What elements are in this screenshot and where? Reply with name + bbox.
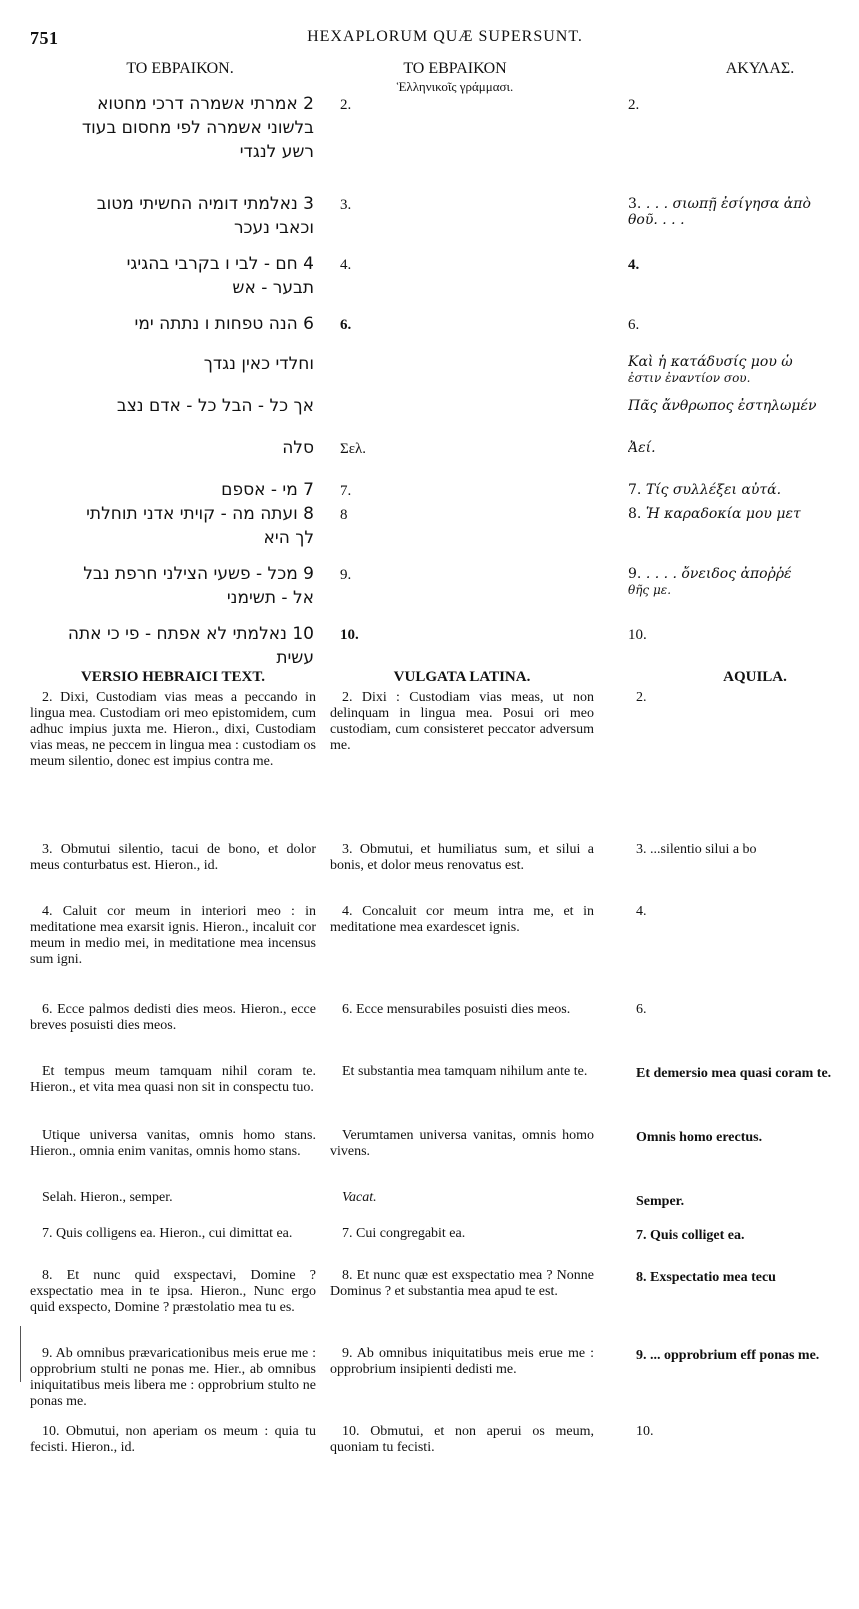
translit-verse-4: 4. <box>340 257 352 273</box>
aquila-greek-line: θοῦ. . . . <box>628 212 685 228</box>
latin-hebrew-verse-2: 2. Dixi, Custodiam vias meas a peccando in lingua mea. Custodiam ori meo epistomidem, cum adhuc impius juxta me. Hieron., dixi, Custodiam vias meas, ne peccem in lingua mea : custodiam os meum silentio, donec est impius contra me. <box>30 690 316 769</box>
aquila-greek-verse-8 <box>628 506 859 522</box>
hebrew-verse-6b <box>24 352 314 376</box>
hebrew-verse-2 <box>24 92 314 164</box>
header-versio-hebraici: VERSIO HEBRAICI TEXT. <box>80 669 266 685</box>
latin-vulgate-verse-7: 7. Cui congregabit ea. <box>342 1226 466 1241</box>
latin-aquila-verse-6c: Omnis homo erectus. <box>636 1130 763 1145</box>
hebrew-verse-10 <box>24 622 314 670</box>
hebrew-line: אמרתי אשמרה דרכי מחטוא <box>97 94 298 114</box>
hebrew-line: מכל - פשעי הצילני חרפת נבל <box>83 564 298 584</box>
latin-vulgate-verse-6b: Et substantia mea tamquam nihilum ante te. <box>342 1064 588 1079</box>
translit-verse-10: 10. <box>340 627 359 643</box>
translit-verse-7: 7. <box>340 483 352 499</box>
hebrew-line: וכאבי נעכר <box>233 218 314 238</box>
latin-aquila-verse-9: 9. ... opprobrium eff ponas me. <box>636 1348 820 1363</box>
translit-verse-9: 9. <box>340 567 352 583</box>
hebrew-line: בלשוני אשמרה לפי מחסום בעוד <box>81 118 314 138</box>
latin-hebrew-verse-3: 3. Obmutui silentio, tacui de bono, et dolor meus conturbatus est. Hieron., id. <box>30 842 316 873</box>
latin-vulgate-verse-2: 2. Dixi : Custodiam vias meas, ut non delinquam in lingua mea. Posui ori meo custodiam, cum consisteret peccator adversum me. <box>330 690 594 753</box>
hebrew-verse-number: 2 <box>303 94 314 114</box>
aquila-greek-verse-4: 4. <box>628 257 640 273</box>
hebrew-line: מי - אספם <box>221 480 298 500</box>
aquila-greek-number: 7. <box>628 482 642 498</box>
latin-hebrew-verse-9: 9. Ab omnibus prævaricationibus meis erue me : opprobrium stulti ne ponas me. Hier., ab omnibus iniquitatibus meis libera me : opprobrium stulto ne ponas me. <box>30 1346 316 1409</box>
hebrew-verse-number: 9 <box>303 564 314 584</box>
hebrew-verse-number: 7 <box>303 480 314 500</box>
hebrew-line: ועתה מה - קויתי אדני תוחלתי <box>86 504 298 524</box>
latin-hebrew-verse-4: 4. Caluit cor meum in interiori meo : in meditatione mea exarsit ignis. Hieron., incaluit cor meum in medio mei, in meditatione mea incensus sum igni. <box>30 904 316 967</box>
header-transliterated-sub: Ἑλληνικοῖς γράμμασι. <box>396 79 514 94</box>
aquila-greek-line: Τίς συλλέξει αὐτά. <box>645 482 782 498</box>
hebrew-line: אך כל - הבל כל - אדם נצב <box>116 396 314 416</box>
aquila-greek-verse-3 <box>628 196 859 228</box>
latin-hebrew-verse-7: 7. Quis colligens ea. Hieron., cui dimittat ea. <box>42 1226 293 1241</box>
hebrew-line: חם - לבי ו בקרבי בהגיגי <box>126 254 298 274</box>
aquila-greek-number: 8. <box>628 506 642 522</box>
latin-hebrew-verse-6: 6. Ecce palmos dedisti dies meos. Hieron., ecce breves posuisti dies meos. <box>30 1002 316 1033</box>
aquila-greek-verse-6c <box>628 398 859 414</box>
header-hebrew-text: ΤΟ ΕΒΡΑΙΚΟΝ. <box>126 60 234 77</box>
aquila-greek-line: θῆς με. <box>628 583 672 597</box>
running-title: HEXAPLORUM QUÆ SUPERSUNT. <box>307 28 583 45</box>
header-aquila-latin: AQUILA. <box>723 669 787 685</box>
hebrew-line: סלה <box>282 438 314 458</box>
aquila-greek-verse-9 <box>628 566 859 598</box>
translit-verse-3: 3. <box>340 197 352 213</box>
translit-verse-2: 2. <box>340 97 352 113</box>
aquila-greek-verse-6: 6. <box>628 317 640 333</box>
translit-selah: Σελ. <box>340 441 367 457</box>
aquila-greek-line: Πᾶς ἄνθρωπος ἐστηλωμέν <box>628 398 817 414</box>
aquila-greek-number: 9. <box>628 566 642 582</box>
margin-mark <box>20 1326 21 1382</box>
hebrew-verse-number: 10 <box>292 624 314 644</box>
latin-vulgate-verse-3: 3. Obmutui, et humiliatus sum, et silui a bonis, et dolor meus renovatus est. <box>330 842 594 873</box>
latin-vulgate-verse-6c: Verumtamen universa vanitas, omnis homo vivens. <box>330 1128 594 1159</box>
page-number: 751 <box>30 28 59 48</box>
latin-aquila-verse-4: 4. <box>636 904 647 919</box>
aquila-greek-verse-7 <box>628 482 859 498</box>
hebrew-line: נאלמתי דומיה החשיתי מטוב <box>96 194 298 214</box>
latin-aquila-verse-7: 7. Quis colliget ea. <box>636 1228 745 1243</box>
hebrew-line: וחלדי כאין נגדך <box>203 354 314 374</box>
aquila-greek-line: ἐστιν ἐναντίον σου. <box>628 371 751 385</box>
latin-hebrew-verse-6c: Utique universa vanitas, omnis homo stans. Hieron., omnia enim vanitas, omnis homo stans. <box>30 1128 316 1159</box>
aquila-greek-verse-6b <box>628 354 859 386</box>
latin-vulgate-verse-4: 4. Concaluit cor meum intra me, et in meditatione mea exardescet ignis. <box>330 904 594 935</box>
hebrew-line: אל - תשימני <box>226 588 314 608</box>
hebrew-verse-3 <box>24 192 314 240</box>
hebrew-line: רשע לנגדי <box>239 142 314 162</box>
hebrew-line: עשית <box>276 648 314 668</box>
latin-vulgate-selah: Vacat. <box>342 1190 377 1205</box>
latin-vulgate-verse-9: 9. Ab omnibus iniquitatibus meis erue me : opprobrium insipienti dedisti me. <box>330 1346 594 1377</box>
aquila-greek-line: . . . . ὄνειδος ἀποῤῥέ <box>645 566 792 582</box>
header-aquila-greek: ΑΚΥΛΑΣ. <box>725 60 795 77</box>
latin-aquila-verse-8: 8. Exspectatio mea tecu <box>636 1270 776 1285</box>
header-transliterated-title: ΤΟ ΕΒΡΑΙΚΟΝ <box>403 60 507 77</box>
aquila-greek-verse-2: 2. <box>628 97 640 113</box>
hebrew-verse-number: 6 <box>303 314 314 334</box>
hebrew-verse-6c <box>24 394 314 418</box>
aquila-greek-line: Ἡ καραδοκία μου μετ <box>645 506 801 522</box>
translit-verse-6: 6. <box>340 317 352 333</box>
header-vulgata: VULGATA LATINA. <box>393 669 531 685</box>
latin-hebrew-verse-10: 10. Obmutui, non aperiam os meum : quia tu fecisti. Hieron., id. <box>30 1424 316 1455</box>
latin-aquila-selah: Semper. <box>636 1194 685 1209</box>
aquila-greek-verse-10: 10. <box>628 627 647 643</box>
header-transliterated <box>340 60 570 96</box>
latin-aquila-verse-6: 6. <box>636 1002 647 1017</box>
latin-hebrew-selah: Selah. Hieron., semper. <box>42 1190 173 1205</box>
latin-aquila-verse-3: 3. ...silentio silui a bo <box>636 842 757 857</box>
latin-hebrew-verse-8: 8. Et nunc quid exspectavi, Domine ? exspectatio mea in te ipsa. Hieron., Nunc ergo quid exspecto, Domine ? præstolatio mea tu es. <box>30 1268 316 1315</box>
hebrew-verse-8 <box>24 502 314 550</box>
hebrew-verse-9 <box>24 562 314 610</box>
aquila-greek-line: Ἀεί. <box>628 440 656 456</box>
latin-aquila-verse-6b: Et demersio mea quasi coram te. <box>636 1066 832 1081</box>
aquila-greek-line: Καὶ ἡ κατάδυσίς μου ὡ <box>628 354 793 370</box>
hebrew-verse-number: 4 <box>303 254 314 274</box>
hebrew-verse-7 <box>24 478 314 502</box>
latin-vulgate-verse-10: 10. Obmutui, et non aperui os meum, quoniam tu fecisti. <box>330 1424 594 1455</box>
hebrew-verse-number: 8 <box>303 504 314 524</box>
aquila-greek-line: . . . σιωπῇ ἐσίγησα ἀπὸ <box>645 196 811 212</box>
hebrew-line: הנה טפחות ו נתתה ימי <box>134 314 298 334</box>
hebrew-verse-number: 3 <box>303 194 314 214</box>
hebrew-line: נאלמתי לא אפתח - פי כי אתה <box>67 624 287 644</box>
hebrew-line: לך היא <box>263 528 314 548</box>
latin-vulgate-verse-8: 8. Et nunc quæ est exspectatio mea ? Nonne Dominus ? et substantia mea apud te est. <box>330 1268 594 1299</box>
latin-hebrew-verse-6b: Et tempus meum tamquam nihil coram te. Hieron., et vita mea quasi non sit in conspectu tuo. <box>30 1064 316 1095</box>
aquila-greek-selah <box>628 440 859 456</box>
aquila-greek-number: 3. <box>628 196 642 212</box>
hebrew-verse-6 <box>24 312 314 336</box>
hebrew-verse-4 <box>24 252 314 300</box>
latin-aquila-verse-10: 10. <box>636 1424 654 1439</box>
latin-vulgate-verse-6: 6. Ecce mensurabiles posuisti dies meos. <box>342 1002 571 1017</box>
latin-aquila-verse-2: 2. <box>636 690 647 705</box>
hebrew-line: תבער - אש <box>232 278 314 298</box>
translit-verse-8: 8 <box>340 507 348 523</box>
hebrew-selah <box>24 436 314 460</box>
